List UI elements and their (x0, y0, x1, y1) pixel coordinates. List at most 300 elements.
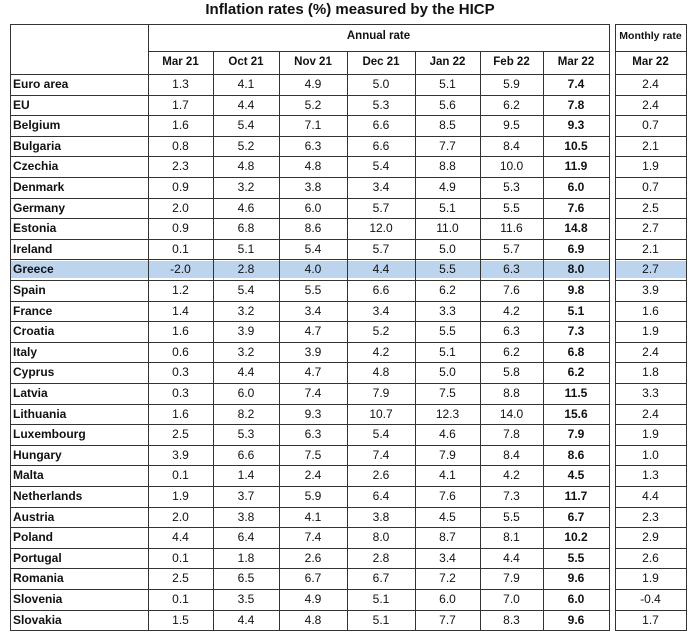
value-cell: 1.3 (172, 77, 189, 91)
value-cell: 1.2 (172, 283, 189, 297)
value-cell: 8.0 (567, 262, 585, 277)
value-cell: 5.3 (237, 427, 255, 442)
row-line (10, 342, 610, 343)
value-cell: 5.1 (439, 200, 456, 215)
monthly-cell: -0.4 (640, 592, 661, 606)
monthly-cell: 2.5 (642, 200, 659, 215)
value-cell: 6.2 (503, 97, 520, 112)
value-cell: 2.0 (172, 200, 189, 215)
monthly-cell: 1.9 (642, 427, 659, 442)
value-cell: 7.6 (439, 489, 456, 503)
value-cell: 3.8 (237, 509, 255, 524)
value-cell: 5.9 (304, 489, 322, 503)
value-cell: 3.8 (304, 180, 322, 194)
value-cell: 9.3 (304, 406, 322, 421)
col-divider (480, 51, 481, 631)
column-header: Oct 21 (228, 56, 264, 68)
value-cell: 3.5 (237, 592, 255, 606)
value-cell: 5.4 (372, 159, 390, 174)
monthly-cell: 1.8 (642, 365, 659, 380)
value-cell: 5.8 (503, 365, 520, 380)
value-cell: 4.4 (237, 612, 255, 627)
value-cell: -2.0 (170, 262, 191, 277)
value-cell: 11.7 (564, 489, 588, 503)
monthly-cell: 2.4 (642, 77, 659, 91)
value-cell: 4.1 (439, 468, 456, 483)
value-cell: 5.5 (439, 324, 456, 339)
country-name: Belgium (13, 118, 61, 133)
row-line (615, 177, 687, 178)
monthly-cell: 4.4 (642, 489, 659, 503)
row-line (615, 218, 687, 219)
row-line (10, 74, 610, 75)
value-cell: 6.3 (304, 427, 322, 442)
column-header-monthly: Mar 22 (632, 56, 669, 68)
row-line (615, 548, 687, 549)
value-cell: 10.5 (564, 138, 588, 153)
value-cell: 2.3 (172, 159, 189, 174)
value-cell: 8.6 (304, 221, 322, 236)
value-cell: 2.0 (172, 509, 189, 524)
value-cell: 9.8 (567, 283, 585, 297)
row-line (615, 465, 687, 466)
value-cell: 6.9 (567, 241, 585, 256)
value-cell: 6.0 (304, 200, 322, 215)
value-cell: 8.7 (439, 530, 456, 545)
value-cell: 0.3 (172, 386, 189, 400)
value-cell: 7.4 (567, 77, 585, 91)
monthly-cell: 1.9 (642, 159, 659, 174)
value-cell: 6.5 (237, 571, 255, 586)
value-cell: 6.2 (567, 365, 585, 380)
value-cell: 2.8 (372, 550, 390, 565)
value-cell: 11.6 (500, 221, 523, 236)
value-cell: 6.7 (304, 571, 322, 586)
value-cell: 7.9 (567, 427, 585, 442)
value-cell: 5.7 (372, 241, 390, 256)
value-cell: 10.0 (499, 159, 524, 174)
country-name: Italy (13, 344, 38, 359)
value-cell: 7.2 (439, 571, 456, 586)
row-line (10, 383, 610, 384)
column-header: Jan 22 (429, 56, 466, 68)
value-cell: 5.3 (372, 97, 390, 112)
row-line (10, 507, 610, 508)
value-cell: 8.5 (439, 118, 456, 133)
row-line (10, 362, 610, 363)
monthly-cell: 1.7 (642, 612, 659, 627)
row-line (615, 74, 687, 75)
value-cell: 1.5 (172, 612, 189, 627)
value-cell: 6.8 (237, 221, 255, 236)
column-header: Nov 21 (294, 56, 332, 68)
value-cell: 7.4 (372, 447, 390, 462)
monthly-cell: 1.9 (642, 324, 659, 339)
monthly-cell: 2.3 (642, 509, 659, 524)
value-cell: 6.6 (237, 447, 255, 462)
column-header: Dec 21 (362, 56, 400, 68)
value-cell: 6.0 (439, 592, 456, 606)
monthly-cell: 2.4 (642, 344, 659, 359)
value-cell: 2.6 (304, 550, 322, 565)
value-cell: 6.3 (503, 324, 520, 339)
value-cell: 3.4 (439, 550, 456, 565)
value-cell: 14.8 (564, 221, 588, 236)
value-cell: 7.9 (439, 447, 456, 462)
value-cell: 8.0 (372, 530, 390, 545)
row-line (615, 568, 687, 569)
value-cell: 7.0 (503, 592, 520, 606)
row-line (10, 465, 610, 466)
value-cell: 4.8 (237, 159, 255, 174)
row-line (615, 610, 687, 611)
value-cell: 7.3 (503, 489, 520, 503)
value-cell: 4.7 (304, 324, 322, 339)
row-line (10, 115, 610, 116)
row-line (615, 589, 687, 590)
value-cell: 4.2 (372, 344, 390, 359)
col-divider (279, 51, 280, 631)
value-cell: 8.6 (567, 447, 585, 462)
value-cell: 0.3 (172, 365, 189, 380)
value-cell: 3.8 (372, 509, 390, 524)
country-name: Portugal (13, 550, 62, 565)
value-cell: 5.7 (503, 241, 520, 256)
value-cell: 4.6 (237, 200, 255, 215)
value-cell: 4.5 (439, 509, 456, 524)
top-border (10, 24, 610, 25)
country-name: Spain (13, 283, 46, 297)
country-name: Czechia (13, 159, 59, 174)
value-cell: 7.6 (503, 283, 520, 297)
col-divider (213, 51, 214, 631)
row-line (615, 383, 687, 384)
value-cell: 0.1 (172, 592, 189, 606)
country-name: Estonia (13, 221, 57, 236)
value-cell: 7.3 (567, 324, 585, 339)
country-name: Netherlands (13, 489, 83, 503)
value-cell: 6.2 (439, 283, 456, 297)
value-cell: 1.4 (237, 468, 255, 483)
value-cell: 5.1 (439, 344, 456, 359)
value-cell: 5.4 (304, 241, 322, 256)
value-cell: 3.7 (237, 489, 255, 503)
row-line (10, 136, 610, 137)
value-cell: 7.8 (503, 427, 520, 442)
value-cell: 7.5 (439, 386, 456, 400)
row-line (615, 136, 687, 137)
column-header: Feb 22 (493, 56, 530, 68)
value-cell: 7.9 (372, 386, 390, 400)
row-line (10, 424, 610, 425)
row-line (10, 321, 610, 322)
country-name: Slovenia (13, 592, 63, 606)
monthly-cell: 1.9 (642, 571, 659, 586)
value-cell: 3.2 (237, 180, 255, 194)
value-cell: 4.0 (304, 262, 322, 277)
value-cell: 2.5 (172, 571, 189, 586)
country-name: Cyprus (13, 365, 55, 380)
country-name: Romania (13, 571, 64, 586)
value-cell: 8.2 (237, 406, 255, 421)
country-name: Euro area (13, 77, 69, 91)
value-cell: 10.7 (369, 406, 393, 421)
value-cell: 3.9 (172, 447, 189, 462)
annual-divider (148, 51, 610, 52)
row-line (615, 156, 687, 157)
country-name: Luxembourg (13, 427, 86, 442)
value-cell: 7.4 (304, 530, 322, 545)
value-cell: 3.4 (372, 303, 390, 318)
row-line (10, 239, 610, 240)
value-cell: 6.0 (567, 592, 585, 606)
row-line (615, 507, 687, 508)
value-cell: 11.9 (564, 159, 588, 174)
value-cell: 6.0 (567, 180, 585, 194)
value-cell: 5.4 (237, 118, 255, 133)
value-cell: 2.6 (372, 468, 390, 483)
value-cell: 7.4 (304, 386, 322, 400)
monthly-cell: 0.7 (642, 118, 659, 133)
value-cell: 4.9 (439, 180, 456, 194)
monthly-cell: 1.0 (642, 447, 659, 462)
value-cell: 5.2 (372, 324, 390, 339)
right-border (609, 24, 610, 631)
country-name: Poland (13, 530, 54, 545)
row-line (10, 198, 610, 199)
row-line (10, 95, 610, 96)
row-line (615, 95, 687, 96)
row-line (615, 115, 687, 116)
monthly-cell: 1.6 (642, 303, 659, 318)
value-cell: 3.9 (237, 324, 255, 339)
value-cell: 6.2 (503, 344, 520, 359)
value-cell: 5.5 (439, 262, 456, 277)
row-line (10, 259, 610, 260)
value-cell: 10.2 (564, 530, 588, 545)
value-cell: 7.9 (503, 571, 520, 586)
value-cell: 5.9 (503, 77, 520, 91)
value-cell: 5.6 (439, 97, 456, 112)
value-cell: 4.5 (567, 468, 585, 483)
row-line (10, 280, 610, 281)
row-line (10, 301, 610, 302)
value-cell: 2.4 (304, 468, 322, 483)
monthly-cell: 2.4 (642, 406, 659, 421)
country-name: Lithuania (13, 406, 67, 421)
row-line (10, 156, 610, 157)
country-name: Slovakia (13, 612, 62, 627)
value-cell: 6.8 (567, 344, 585, 359)
value-cell: 5.0 (439, 241, 456, 256)
value-cell: 4.9 (304, 592, 322, 606)
country-name: Greece (13, 262, 54, 277)
monthly-cell: 2.6 (642, 550, 659, 565)
row-line (10, 445, 610, 446)
value-cell: 4.4 (372, 262, 390, 277)
value-cell: 5.1 (372, 592, 390, 606)
value-cell: 1.6 (172, 324, 189, 339)
row-line (615, 630, 687, 631)
country-name: Austria (13, 509, 55, 524)
row-line (615, 362, 687, 363)
country-name: Hungary (13, 447, 62, 462)
value-cell: 15.6 (564, 406, 588, 421)
table-title: Inflation rates (%) measured by the HICP (205, 1, 495, 18)
value-cell: 6.0 (237, 386, 255, 400)
value-cell: 6.3 (503, 262, 520, 277)
row-line (615, 301, 687, 302)
value-cell: 5.5 (304, 283, 322, 297)
value-cell: 2.8 (237, 262, 255, 277)
monthly-cell: 2.9 (642, 530, 659, 545)
value-cell: 6.6 (372, 118, 390, 133)
country-name: Denmark (13, 180, 65, 194)
value-cell: 0.1 (172, 241, 189, 256)
row-line (10, 177, 610, 178)
row-line (615, 527, 687, 528)
row-line (615, 486, 687, 487)
country-name: EU (13, 97, 30, 112)
value-cell: 5.5 (503, 509, 520, 524)
row-line (10, 527, 610, 528)
row-line (615, 445, 687, 446)
value-cell: 9.6 (567, 612, 585, 627)
monthly-cell: 2.7 (642, 262, 659, 277)
monthly-cell: 3.3 (642, 386, 659, 400)
value-cell: 5.0 (439, 365, 456, 380)
value-cell: 8.4 (503, 138, 520, 153)
monthly-cell: 2.1 (642, 138, 659, 153)
value-cell: 9.3 (567, 118, 585, 133)
value-cell: 7.7 (439, 612, 456, 627)
value-cell: 11.5 (564, 386, 588, 400)
value-cell: 3.4 (372, 180, 390, 194)
country-name: Latvia (13, 386, 48, 400)
value-cell: 1.4 (172, 303, 189, 318)
value-cell: 6.4 (237, 530, 255, 545)
value-cell: 5.2 (237, 138, 255, 153)
annual-rate-header: Annual rate (346, 30, 411, 42)
country-name: Germany (13, 200, 66, 215)
row-line (615, 321, 687, 322)
row-line (615, 198, 687, 199)
value-cell: 5.7 (372, 200, 390, 215)
value-cell: 4.2 (503, 468, 520, 483)
left-border (10, 24, 11, 631)
value-cell: 12.0 (369, 221, 393, 236)
row-line (10, 630, 610, 631)
monthly-divider (615, 51, 687, 52)
value-cell: 6.7 (567, 509, 585, 524)
value-cell: 6.6 (372, 138, 390, 153)
value-cell: 4.8 (304, 612, 322, 627)
monthly-cell: 2.7 (642, 221, 659, 236)
value-cell: 5.4 (372, 427, 390, 442)
value-cell: 3.9 (304, 344, 322, 359)
value-cell: 14.0 (499, 406, 524, 421)
top-border (615, 24, 687, 25)
value-cell: 4.4 (237, 365, 255, 380)
value-cell: 5.1 (237, 241, 255, 256)
monthly-right-border (686, 24, 687, 631)
value-cell: 0.6 (172, 344, 189, 359)
monthly-left-border (615, 24, 616, 631)
country-name: France (13, 303, 53, 318)
value-cell: 7.1 (304, 118, 322, 133)
row-line (10, 589, 610, 590)
country-name: Croatia (13, 324, 55, 339)
value-cell: 5.0 (372, 77, 390, 91)
value-cell: 3.2 (237, 344, 255, 359)
col-divider (347, 51, 348, 631)
value-cell: 8.8 (503, 386, 520, 400)
row-line (10, 548, 610, 549)
value-cell: 5.1 (567, 303, 585, 318)
value-cell: 1.9 (172, 489, 189, 503)
value-cell: 5.1 (372, 612, 390, 627)
value-cell: 8.3 (503, 612, 520, 627)
value-cell: 2.5 (172, 427, 189, 442)
column-header: Mar 22 (557, 56, 595, 68)
country-name: Malta (13, 468, 44, 483)
value-cell: 4.4 (172, 530, 189, 545)
value-cell: 0.1 (172, 550, 189, 565)
value-cell: 0.9 (172, 180, 189, 194)
value-cell: 1.6 (172, 406, 189, 421)
row-line (10, 218, 610, 219)
monthly-cell: 2.1 (642, 241, 659, 256)
monthly-cell: 1.3 (642, 468, 659, 483)
value-cell: 8.1 (503, 530, 520, 545)
value-cell: 5.5 (567, 550, 585, 565)
value-cell: 5.2 (304, 97, 322, 112)
value-cell: 5.4 (237, 283, 255, 297)
monthly-cell: 2.4 (642, 97, 659, 112)
country-name: Ireland (13, 241, 53, 256)
value-cell: 5.5 (503, 200, 520, 215)
value-cell: 9.5 (503, 118, 520, 133)
value-cell: 5.1 (439, 77, 456, 91)
value-cell: 8.8 (439, 159, 456, 174)
value-cell: 3.4 (304, 303, 322, 318)
value-cell: 4.4 (503, 550, 520, 565)
value-cell: 5.3 (503, 180, 520, 194)
row-line (615, 239, 687, 240)
value-cell: 4.8 (304, 159, 322, 174)
value-cell: 7.6 (567, 200, 585, 215)
value-cell: 7.7 (439, 138, 456, 153)
row-line (615, 424, 687, 425)
column-header: Mar 21 (162, 56, 199, 68)
value-cell: 4.8 (372, 365, 390, 380)
row-line (10, 610, 610, 611)
row-line (615, 404, 687, 405)
row-line (615, 280, 687, 281)
value-cell: 4.1 (304, 509, 322, 524)
value-cell: 4.2 (503, 303, 520, 318)
value-cell: 1.6 (172, 118, 189, 133)
row-line (10, 568, 610, 569)
value-cell: 0.1 (172, 468, 189, 483)
value-cell: 6.3 (304, 138, 322, 153)
value-cell: 4.6 (439, 427, 456, 442)
value-cell: 4.1 (237, 77, 255, 91)
value-cell: 4.9 (304, 77, 322, 91)
value-cell: 4.7 (304, 365, 322, 380)
value-cell: 6.4 (372, 489, 390, 503)
col-divider (415, 51, 416, 631)
